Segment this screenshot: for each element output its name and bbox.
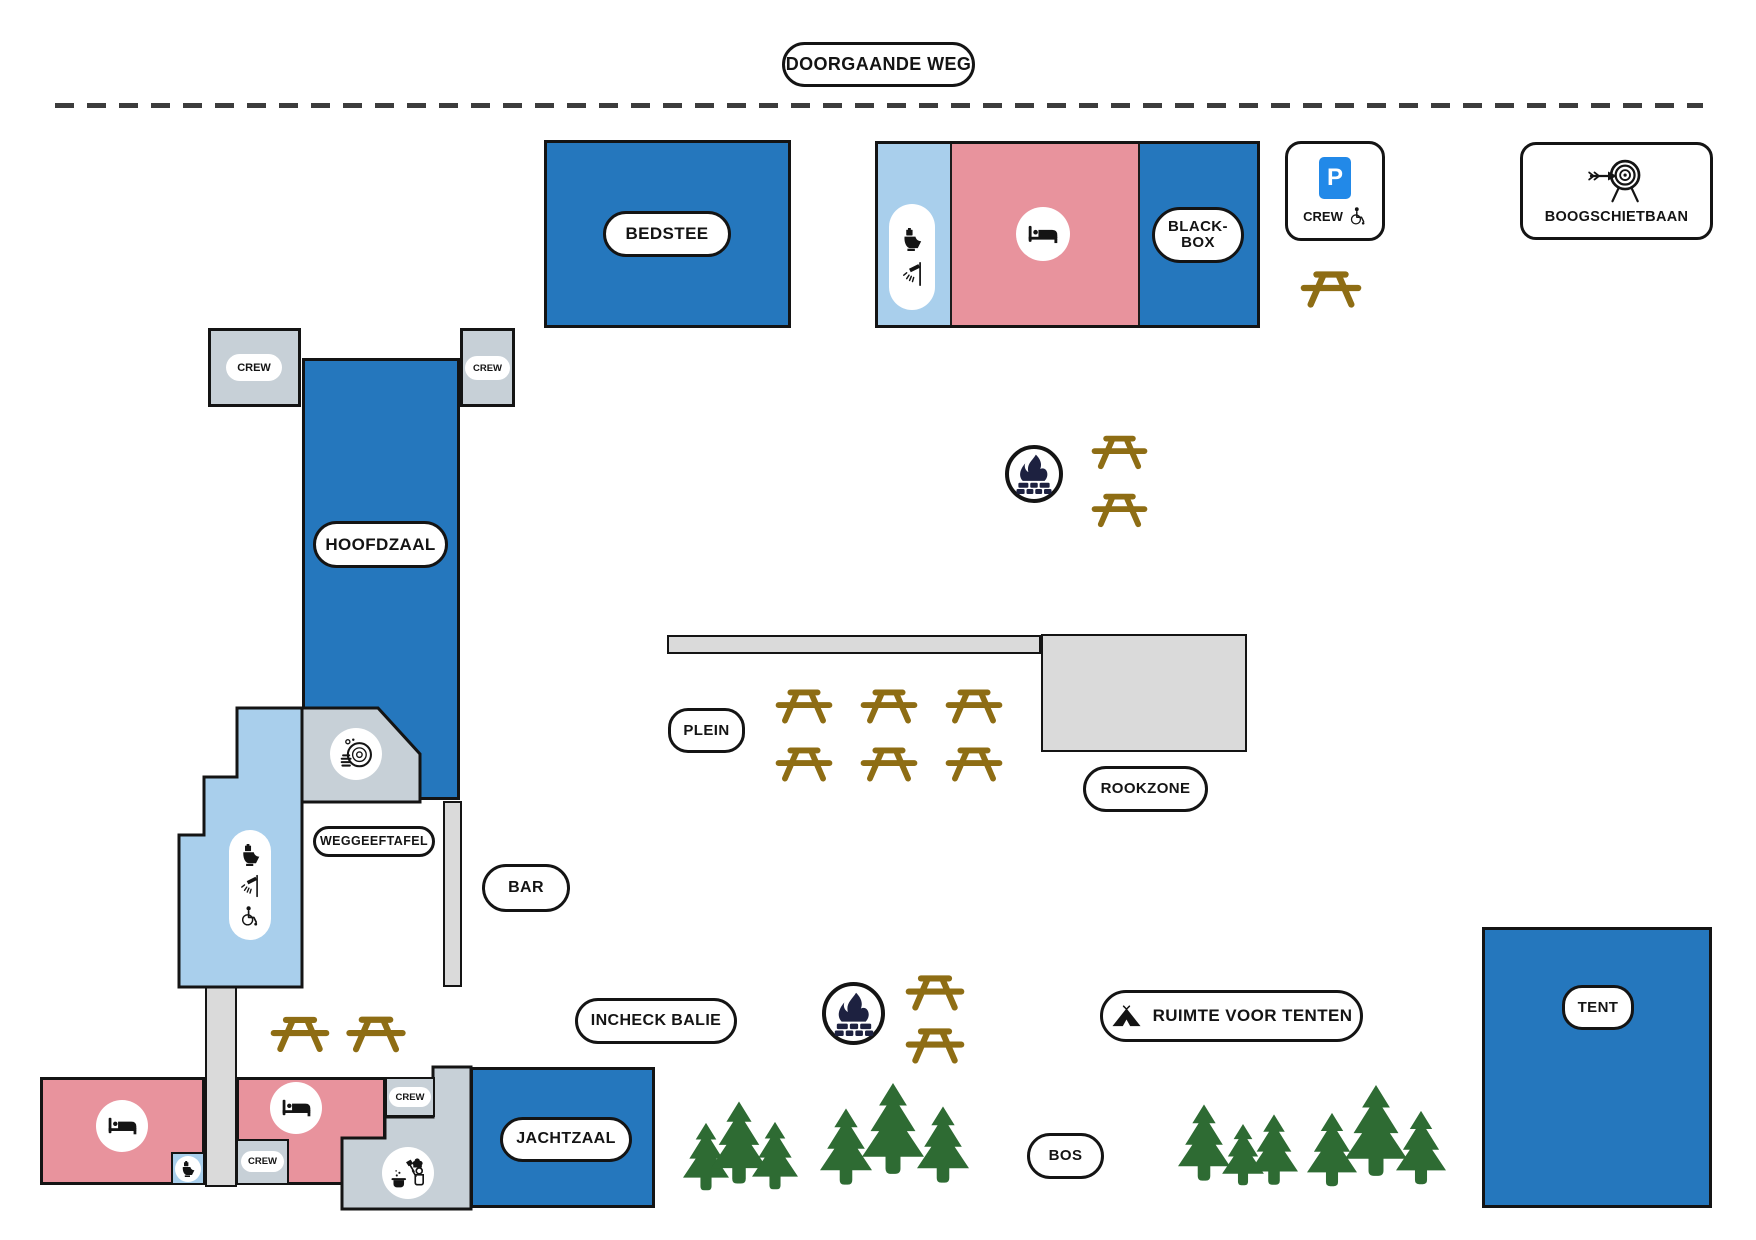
shower-icon xyxy=(240,874,260,898)
archery-target-icon xyxy=(1588,158,1646,203)
hoofdzaal-label: HOOFDZAAL xyxy=(313,521,448,568)
crew-parking-row: CREW xyxy=(1303,207,1367,225)
road-label: DOORGAANDE WEG xyxy=(782,42,975,87)
tent-icon xyxy=(1111,1005,1142,1028)
cooking-icon xyxy=(390,1157,426,1190)
toilet-badge xyxy=(175,1156,201,1182)
road-dashed-line xyxy=(55,103,1703,108)
crew-parking-sign xyxy=(1285,141,1385,241)
bed-badge xyxy=(1016,207,1070,261)
bar-label: BAR xyxy=(482,864,570,912)
corridor xyxy=(205,985,237,1187)
sanitary-icon-badge xyxy=(229,830,271,940)
picnic-table-icon xyxy=(270,1015,330,1053)
bed-badge xyxy=(270,1082,322,1134)
picnic-table-icon xyxy=(775,745,833,783)
wheelchair-icon xyxy=(1350,207,1367,225)
pine-tree-icon xyxy=(1250,1114,1298,1186)
picnic-table-icon xyxy=(905,1026,965,1065)
crew-label: CREW xyxy=(465,356,510,380)
campfire-badge xyxy=(1005,445,1063,503)
rookzone-area xyxy=(1041,634,1247,752)
bed-icon xyxy=(107,1116,138,1136)
bed-icon xyxy=(1027,224,1059,245)
picnic-table-icon xyxy=(775,687,833,725)
bed-badge xyxy=(96,1100,148,1152)
picnic-table-icon xyxy=(1091,433,1148,471)
plein-label: PLEIN xyxy=(668,708,745,753)
crew-label: CREW xyxy=(241,1151,284,1172)
incheck-balie-label: INCHECK BALIE xyxy=(575,998,737,1044)
pine-tree-icon xyxy=(1396,1102,1446,1194)
picnic-table-icon xyxy=(860,745,918,783)
picnic-table-icon xyxy=(860,687,918,725)
bed-icon xyxy=(281,1098,312,1118)
campfire-icon xyxy=(832,991,876,1037)
picnic-table-icon xyxy=(1300,268,1362,310)
picnic-table-icon xyxy=(945,687,1003,725)
boogschietbaan-label: BOOGSCHIETBAAN xyxy=(1544,208,1689,225)
boogschietbaan-sign xyxy=(1520,142,1713,240)
parking-icon: P xyxy=(1319,157,1351,199)
plein-counter xyxy=(667,635,1041,654)
picnic-table-icon xyxy=(945,745,1003,783)
sanitary-icon-badge xyxy=(889,204,935,310)
shower-icon xyxy=(902,261,923,287)
rookzone-label: ROOKZONE xyxy=(1083,766,1208,812)
blackbox-label: BLACK- BOX xyxy=(1152,207,1244,263)
picnic-table-icon xyxy=(345,1015,407,1053)
weggeeftafel-label: WEGGEEFTAFEL xyxy=(313,826,435,857)
ruimte-voor-tenten-label: RUIMTE VOOR TENTEN xyxy=(1100,990,1363,1042)
toilet-icon xyxy=(902,228,922,251)
jachtzaal-label: JACHTZAAL xyxy=(500,1117,632,1162)
picnic-table-icon xyxy=(1091,491,1148,529)
bedstee-label: BEDSTEE xyxy=(603,211,731,257)
bos-label: BOS xyxy=(1027,1133,1104,1179)
campfire-icon xyxy=(1014,453,1054,495)
crew-label: CREW xyxy=(389,1087,431,1107)
toilet-icon xyxy=(241,844,260,866)
wheelchair-icon xyxy=(241,906,260,926)
pine-tree-icon xyxy=(752,1120,798,1192)
picnic-table-icon xyxy=(905,973,965,1012)
pine-tree-icon xyxy=(917,1098,969,1192)
dishwashing-icon xyxy=(339,737,373,771)
dishwash-badge xyxy=(330,728,382,780)
campfire-badge xyxy=(822,982,885,1045)
cooking-badge xyxy=(382,1147,434,1199)
tent-label: TENT xyxy=(1562,985,1634,1030)
toilet-icon xyxy=(181,1161,195,1177)
crew-label: CREW xyxy=(226,354,282,381)
pine-tree-icon xyxy=(862,1066,924,1192)
tent-block xyxy=(1482,927,1712,1208)
bar-counter xyxy=(443,801,462,987)
